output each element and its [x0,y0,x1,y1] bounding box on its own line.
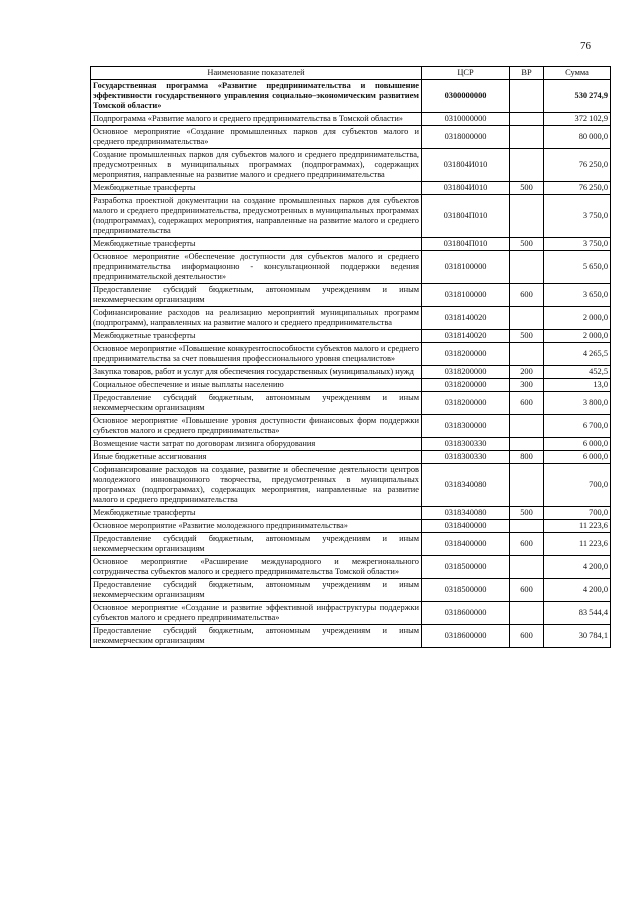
cell-csr: 0318340080 [422,464,510,507]
table-row [91,126,611,149]
cell-name: Основное мероприятие «Повышение уровня доступности финансовых форм поддержки субъектов малого и среднего предпринимательства» [91,415,422,438]
cell-vr [510,149,544,182]
cell-sum: 372 102,9 [544,113,611,126]
table-row [91,464,611,507]
cell-vr: 600 [510,284,544,307]
cell-sum: 4 265,5 [544,343,611,366]
cell-sum: 700,0 [544,464,611,507]
cell-sum: 3 650,0 [544,284,611,307]
cell-vr [510,307,544,330]
cell-name: Основное мероприятие «Повышение конкурентоспособности субъектов малого и среднего предпринимательства за счет повышения профессионального уровня специалистов» [91,343,422,366]
cell-csr: 0318200000 [422,392,510,415]
cell-csr: 0318400000 [422,533,510,556]
header-vr: ВР [510,67,544,80]
cell-csr: 0318100000 [422,284,510,307]
cell-vr [510,415,544,438]
table-row [91,330,611,343]
table-row [91,366,611,379]
cell-sum: 3 800,0 [544,392,611,415]
cell-name: Закупка товаров, работ и услуг для обеспечения государственных (муниципальных) нужд [91,366,422,379]
cell-vr: 500 [510,507,544,520]
cell-vr: 500 [510,238,544,251]
table-row [91,195,611,238]
table-row [91,113,611,126]
cell-name: Основное мероприятие «Развитие молодежного предпринимательства» [91,520,422,533]
cell-name: Основное мероприятие «Расширение международного и межрегионального сотрудничества субъектов малого и среднего предпринимательства Томской области» [91,556,422,579]
cell-vr: 600 [510,392,544,415]
cell-name: Разработка проектной документации на создание промышленных парков для субъектов малого и среднего предпринимательства, предусмотренных в муниципальных программах (подпрограммах), содержащих мероприятия, направленные на развитие малого и среднего предпринимательства [91,195,422,238]
table-row [91,149,611,182]
cell-csr: 0318300330 [422,451,510,464]
table-header-row [91,67,611,80]
cell-vr [510,251,544,284]
cell-vr: 800 [510,451,544,464]
table-row [91,438,611,451]
table-row [91,238,611,251]
cell-vr [510,80,544,113]
cell-name: Подпрограмма «Развитие малого и среднего предпринимательства в Томской области» [91,113,422,126]
cell-csr: 0300000000 [422,80,510,113]
cell-csr: 0318100000 [422,251,510,284]
cell-vr: 300 [510,379,544,392]
cell-csr: 0318340080 [422,507,510,520]
cell-csr: 0318140020 [422,330,510,343]
cell-vr [510,343,544,366]
table-row [91,602,611,625]
cell-vr [510,113,544,126]
header-csr: ЦСР [422,67,510,80]
cell-name: Софинансирование расходов на реализацию мероприятий муниципальных программ (подпрограмм), направленных на развитие малого и среднего предпринимательства [91,307,422,330]
cell-name: Межбюджетные трансферты [91,330,422,343]
cell-name: Межбюджетные трансферты [91,182,422,195]
cell-sum: 3 750,0 [544,238,611,251]
table-row [91,556,611,579]
table-row [91,520,611,533]
cell-sum: 5 650,0 [544,251,611,284]
cell-vr: 500 [510,330,544,343]
page-number: 76 [580,40,591,52]
header-name: Наименование показателей [91,67,422,80]
cell-vr [510,438,544,451]
cell-name: Предоставление субсидий бюджетным, автономным учреждениям и иным некоммерческим организациям [91,284,422,307]
cell-vr: 600 [510,625,544,648]
table-row [91,80,611,113]
cell-sum: 700,0 [544,507,611,520]
cell-sum: 6 000,0 [544,451,611,464]
cell-vr [510,602,544,625]
cell-name: Межбюджетные трансферты [91,238,422,251]
cell-name: Иные бюджетные ассигнования [91,451,422,464]
cell-sum: 2 000,0 [544,330,611,343]
cell-csr: 0310000000 [422,113,510,126]
cell-sum: 3 750,0 [544,195,611,238]
table-row [91,533,611,556]
cell-name: Создание промышленных парков для субъектов малого и среднего предпринимательства, предусмотренных в муниципальных программах (подпрограммах), содержащих мероприятия, направленные на развитие малого и среднего предпринимательства [91,149,422,182]
table-row [91,579,611,602]
table-row [91,284,611,307]
cell-sum: 6 700,0 [544,415,611,438]
cell-csr: 031804И010 [422,182,510,195]
cell-sum: 83 544,4 [544,602,611,625]
cell-sum: 80 000,0 [544,126,611,149]
table-body [91,80,611,648]
cell-csr: 0318000000 [422,126,510,149]
cell-csr: 0318300000 [422,415,510,438]
table-row [91,379,611,392]
cell-csr: 0318200000 [422,366,510,379]
cell-vr: 600 [510,579,544,602]
table-row [91,343,611,366]
table-row [91,415,611,438]
cell-name: Софинансирование расходов на создание, развитие и обеспечение деятельности центров молодежного инновационного творчества, предусмотренных в муниципальных программах (подпрограммах), содержащих мероприятия, направленные на развитие малого и среднего предпринимательства [91,464,422,507]
cell-name: Основное мероприятие «Создание и развитие эффективной инфраструктуры поддержки субъектов малого и среднего предпринимательства» [91,602,422,625]
cell-sum: 76 250,0 [544,182,611,195]
budget-table [90,66,611,648]
cell-vr: 600 [510,533,544,556]
cell-sum: 76 250,0 [544,149,611,182]
cell-csr: 031804П010 [422,238,510,251]
cell-vr [510,126,544,149]
cell-sum: 4 200,0 [544,556,611,579]
table-row [91,182,611,195]
cell-csr: 0318500000 [422,556,510,579]
table-row [91,392,611,415]
cell-sum: 6 000,0 [544,438,611,451]
cell-csr: 0318600000 [422,625,510,648]
cell-vr: 500 [510,182,544,195]
header-sum: Сумма [544,67,611,80]
cell-sum: 30 784,1 [544,625,611,648]
table-row [91,507,611,520]
cell-name: Предоставление субсидий бюджетным, автономным учреждениям и иным некоммерческим организациям [91,625,422,648]
cell-name: Межбюджетные трансферты [91,507,422,520]
cell-vr: 200 [510,366,544,379]
cell-sum: 2 000,0 [544,307,611,330]
cell-csr: 0318140020 [422,307,510,330]
cell-csr: 031804И010 [422,149,510,182]
cell-vr [510,520,544,533]
cell-sum: 452,5 [544,366,611,379]
table-row [91,307,611,330]
cell-sum: 530 274,9 [544,80,611,113]
cell-sum: 4 200,0 [544,579,611,602]
cell-name: Предоставление субсидий бюджетным, автономным учреждениям и иным некоммерческим организациям [91,579,422,602]
cell-csr: 0318400000 [422,520,510,533]
cell-csr: 0318600000 [422,602,510,625]
cell-sum: 13,0 [544,379,611,392]
cell-vr [510,556,544,579]
cell-name: Государственная программа «Развитие предпринимательства и повышение эффективности государственного управления социально–экономическим развитием Томской области» [91,80,422,113]
cell-csr: 0318500000 [422,579,510,602]
cell-csr: 0318200000 [422,343,510,366]
table-row [91,451,611,464]
cell-vr [510,464,544,507]
cell-csr: 0318300330 [422,438,510,451]
cell-name: Основное мероприятие «Обеспечение доступности для субъектов малого и среднего предпринимательства информационно - консультационной поддержки ведения предпринимательской деятельности» [91,251,422,284]
cell-sum: 11 223,6 [544,533,611,556]
cell-name: Основное мероприятие «Создание промышленных парков для субъектов малого и среднего предпринимательства» [91,126,422,149]
cell-name: Предоставление субсидий бюджетным, автономным учреждениям и иным некоммерческим организациям [91,533,422,556]
cell-name: Социальное обеспечение и иные выплаты населению [91,379,422,392]
cell-vr [510,195,544,238]
cell-csr: 031804П010 [422,195,510,238]
cell-sum: 11 223,6 [544,520,611,533]
cell-name: Возмещение части затрат по договорам лизинга оборудования [91,438,422,451]
cell-csr: 0318200000 [422,379,510,392]
table-row [91,625,611,648]
table-row [91,251,611,284]
cell-name: Предоставление субсидий бюджетным, автономным учреждениям и иным некоммерческим организациям [91,392,422,415]
